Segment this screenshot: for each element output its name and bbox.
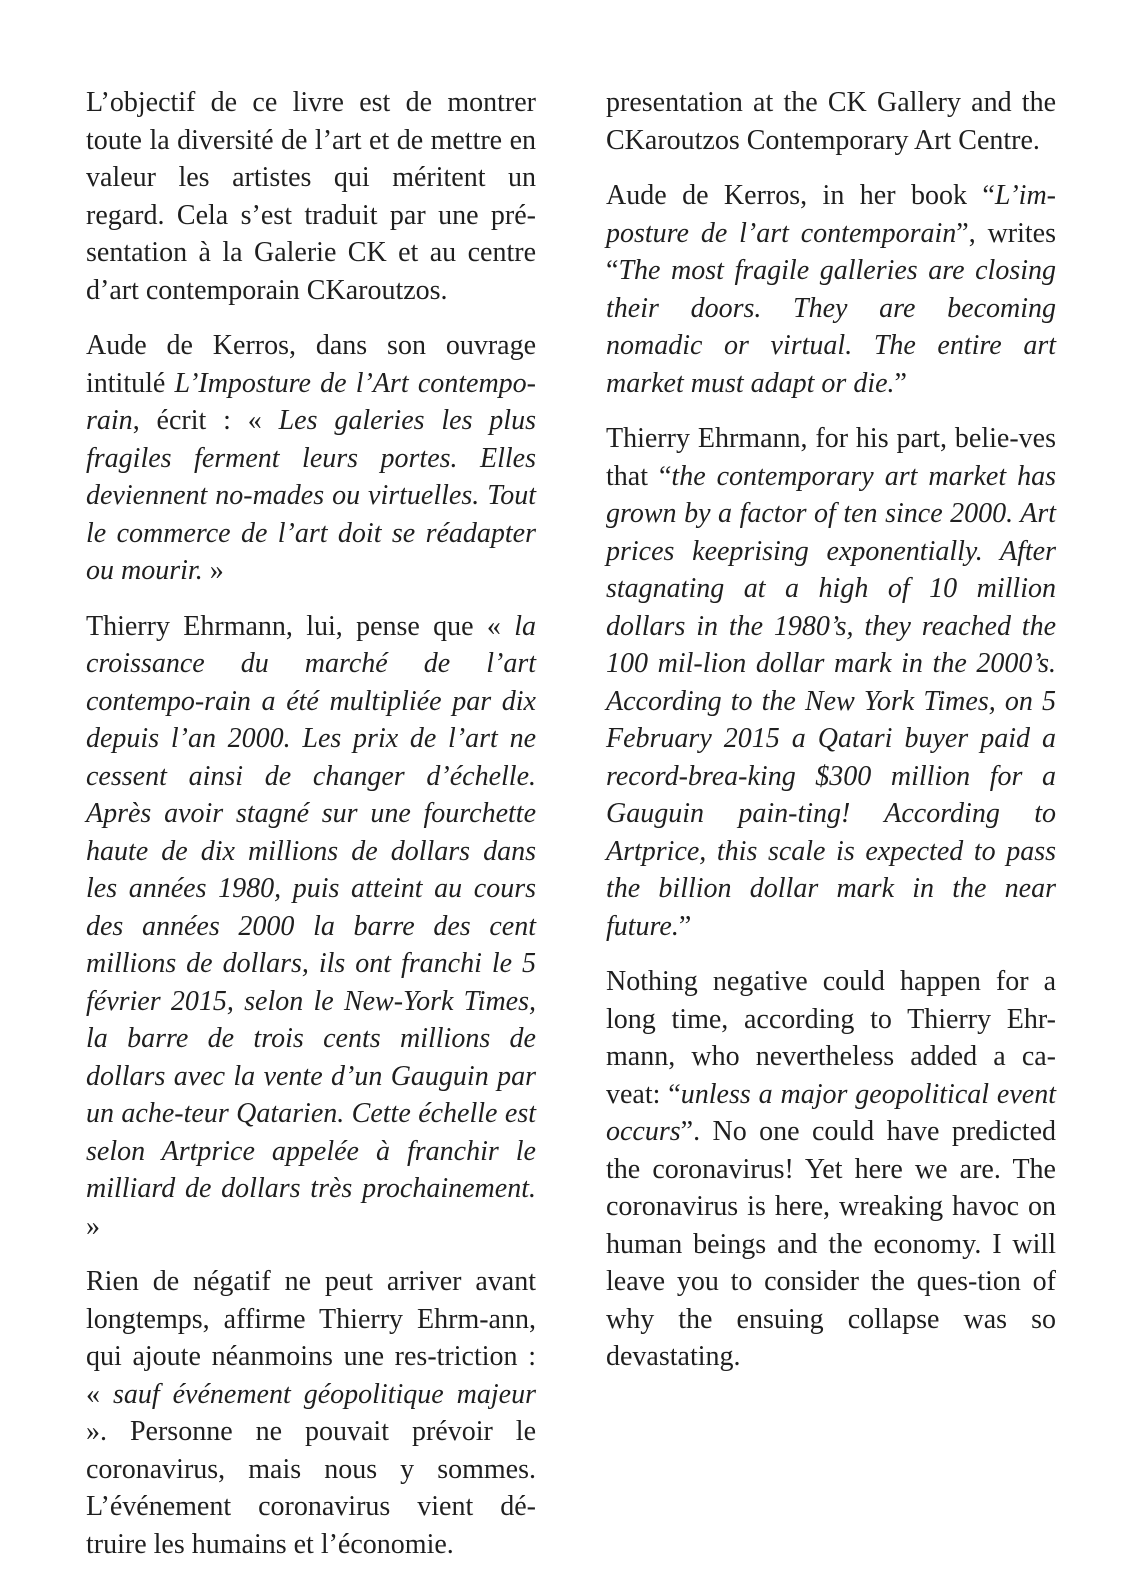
english-text-column — [606, 84, 1056, 1394]
text-run: Nothing negative could happen for a long time, according to Thierry Ehr-mann, who nevertheless added a ca-veat: “ — [606, 966, 1056, 1110]
text-run: ». Personne ne pouvait prévoir le coronavirus, mais nous y sommes. L’événement coronavirus vient dé-truire les humains et l’économie. — [86, 1416, 536, 1560]
text-run: Aude de Kerros, in her book “ — [606, 180, 995, 211]
text-run: presentation at the CK Gallery and the CKaroutzos Contemporary Art Centre. — [606, 87, 1056, 156]
quote-text: la croissance du marché de l’art contempo-rain a été multipliée par dix depuis l’an 2000. Les prix de l’art ne cessent ainsi de changer d’échelle. Après avoir stagné sur une fourchette haute de dix millions de dollars dans les années 1980, puis atteint au cours des années 2000 la barre des cent millions de dollars, ils ont franchi le 5 février 2015, selon le New-York Times, la barre de trois cents millions de dollars avec la vente d’un Gauguin par un ache-teur Qatarien. Cette échelle est selon Artprice appelée à franchir le milliard de dollars très prochainement. — [86, 610, 536, 1204]
text-run: Aude de Kerros, dans son ouvrage intitulé — [86, 330, 536, 399]
text-run: ”, writes “ — [606, 217, 1056, 286]
text-run: , écrit : « — [132, 405, 279, 436]
quote-text: the contemporary art market has grown by a factor of ten since 2000. Art prices keeprising exponentially. After stagnating at a high of 10 million dollars in the 1980’s, they reached the 100 mil-lion dollar mark in the 2000’s. According to the New York Times, on 5 February 2015 a Qatari buyer paid a record-brea-king $300 million for a Gauguin pain-ting! According to Artprice, this scale is expected to pass the billion dollar mark in the near future. — [606, 460, 1057, 942]
text-run: ” — [678, 910, 692, 942]
text-run: ”. No one could have predicted the coronavirus! Yet here we are. The coronavirus is here, wreaking havoc on human beings and the economy. I will leave you to consider the ques-tion of why the ensuing collapse was so devastating. — [606, 1116, 1056, 1372]
paragraph-intro-en — [606, 84, 1056, 159]
text-run: » — [202, 555, 224, 586]
text-run: Thierry Ehrmann, for his part, belie-ves that “ — [606, 423, 1056, 492]
paragraph-coronavirus-en — [606, 963, 1056, 1376]
book-title: L’Imposture de l’Art contempo-rain — [86, 367, 536, 436]
text-run: » — [86, 1210, 100, 1242]
book-title: L’im-posture de l’art contemporain — [606, 180, 1056, 249]
quote-text: unless a major geopolitical event occurs — [606, 1078, 1056, 1147]
paragraph-kerros-fr — [86, 327, 536, 590]
text-run: ” — [894, 367, 907, 399]
quote-text: sauf événement géopolitique majeur — [112, 1378, 536, 1410]
quote-text: Les galeries les plus fragiles ferment leurs portes. Elles deviennent no-mades ou virtuelles. Tout le commerce de l’art doit se réadapter ou mourir. — [86, 405, 536, 586]
paragraph-ehrmann-en — [606, 420, 1056, 945]
french-text-column — [86, 84, 536, 1581]
paragraph-intro-fr — [86, 84, 536, 309]
paragraph-ehrmann-fr — [86, 608, 536, 1246]
quote-text: The most fragile galleries are closing their doors. They are becoming nomadic or virtual. The entire art market must adapt or die. — [606, 255, 1056, 399]
paragraph-kerros-en — [606, 177, 1056, 402]
text-run: Thierry Ehrmann, lui, pense que « — [86, 610, 515, 642]
text-run: L’objectif de ce livre est de montrer toute la diversité de l’art et de mettre en valeur les artistes qui méritent un regard. Cela s’est traduit par une pré-sentation à la Galerie CK et au centre d’art contemporain CKaroutzos. — [86, 87, 536, 306]
text-run: Rien de négatif ne peut arriver avant longtemps, affirme Thierry Ehrm-ann, qui ajoute néanmoins une res-triction : « — [86, 1266, 536, 1410]
paragraph-coronavirus-fr — [86, 1263, 536, 1563]
